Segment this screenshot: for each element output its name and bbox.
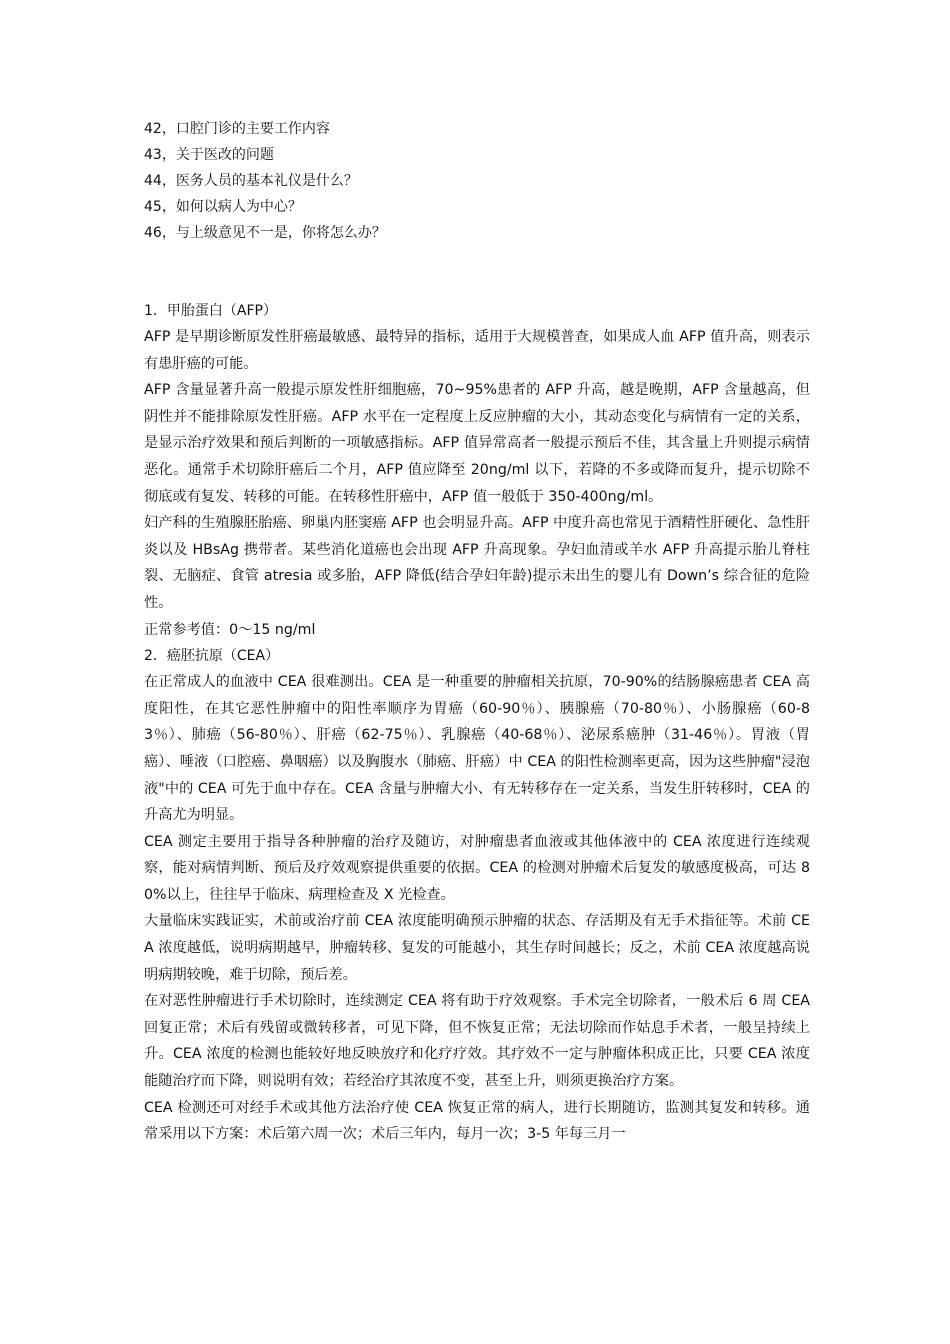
question-item-42: 42，口腔门诊的主要工作内容: [144, 121, 330, 137]
afp-heading: 1．甲胎蛋白（AFP）: [144, 303, 277, 319]
section-gap: [144, 246, 810, 298]
question-item-43: 43，关于医改的问题: [144, 147, 274, 163]
cea-paragraph-2: CEA 测定主要用于指导各种肿瘤的治疗及随访，对肿瘤患者血液或其他体液中的 CEA 浓度进行连续观察，能对病情判断、预后及疗效观察提供重要的依据。CEA 的检测对肿瘤术后复发的敏感度极高，可达 80%以上，往往早于临床、病理检查及 X 光检查。: [144, 833, 810, 903]
cea-paragraph-5: CEA 检测还可对经手术或其他方法治疗使 CEA 恢复正常的病人，进行长期随访，监测其复发和转移。通常采用以下方案：术后第六周一次；术后三年内，每月一次；3-5 年每三月一: [144, 1099, 810, 1143]
afp-paragraph-2: AFP 含量显著升高一般提示原发性肝细胞癌，70~95%患者的 AFP 升高，越是晚期，AFP 含量越高，但阴性并不能排除原发性肝癌。AFP 水平在一定程度上反应肿瘤的大小，其动态变化与病情有一定的关系，是显示治疗效果和预后判断的一项敏感指标。AFP 值异常高者一般提示预后不佳，其含量上升则提示病情恶化。通常手术切除肝癌后二个月，AFP 值应降至 20ng/ml 以下，若降的不多或降而复升，提示切除不彻底或有复发、转移的可能。在转移性肝癌中，AFP 值一般低于 350-400ng/ml。: [144, 382, 810, 505]
afp-normal-range: 正常参考值：0～15 ng/ml: [144, 621, 316, 638]
question-item-44: 44，医务人员的基本礼仪是什么？: [144, 173, 358, 189]
afp-paragraph-1: AFP 是早期诊断原发性肝癌最敏感、最特异的指标，适用于大规模普查，如果成人血 AFP 值升高，则表示有患肝癌的可能。: [144, 329, 810, 372]
question-list: [144, 116, 810, 246]
document-page: [144, 116, 810, 1148]
afp-paragraph-3: 妇产科的生殖腺胚胎癌、卵巢内胚窦癌 AFP 也会明显升高。AFP 中度升高也常见于酒精性肝硬化、急性肝炎以及 HBsAg 携带者。某些消化道癌也会出现 AFP 升高现象。孕妇血清或羊水 AFP 升高提示胎儿脊柱裂、无脑症、食管 atresia 或多胎，AFP 降低(结合孕妇年龄)提示未出生的婴儿有 Down’s 综合征的危险性。: [144, 515, 810, 611]
question-item-46: 46，与上级意见不一是，你将怎么办？: [144, 225, 386, 241]
cea-heading: 2．癌胚抗原（CEA）: [144, 648, 280, 665]
cea-paragraph-1: 在正常成人的血液中 CEA 很难测出。CEA 是一种重要的肿瘤相关抗原，70-90%的结肠腺癌患者 CEA 高度阳性，在其它恶性肿瘤中的阳性率顺序为胃癌（60-90％）、胰腺癌（70-80％）、小肠腺癌（60-83％）、肺癌（56-80％）、肝癌（62-75％）、乳腺癌（40-68％）、泌尿系癌肿（31-46％）。胃液（胃癌）、唾液（口腔癌、鼻咽癌）以及胸腹水（肺癌、肝癌）中 CEA 的阳性检测率更高，因为这些肿瘤"浸泡液"中的 CEA 可先于血中存在。CEA 含量与肿瘤大小、有无转移存在一定关系，当发生肝转移时，CEA 的升高尤为明显。: [144, 674, 810, 824]
question-item-45: 45，如何以病人为中心？: [144, 199, 302, 215]
cea-paragraph-3: 大量临床实践证实，术前或治疗前 CEA 浓度能明确预示肿瘤的状态、存活期及有无手术指征等。术前 CEA 浓度越低，说明病期越早，肿瘤转移、复发的可能越小，其生存时间越长；反之，术前 CEA 浓度越高说明病期较晚，难于切除，预后差。: [144, 913, 810, 983]
cea-paragraph-4: 在对恶性肿瘤进行手术切除时，连续测定 CEA 将有助于疗效观察。手术完全切除者，一般术后 6 周 CEA 回复正常；术后有残留或微转移者，可见下降，但不恢复正常；无法切除而作姑息手术者，一般呈持续上升。CEA 浓度的检测也能较好地反映放疗和化疗疗效。其疗效不一定与肿瘤体积成正比，只要 CEA 浓度能随治疗而下降，则说明有效；若经治疗其浓度不变，甚至上升，则须更换治疗方案。: [144, 993, 810, 1090]
